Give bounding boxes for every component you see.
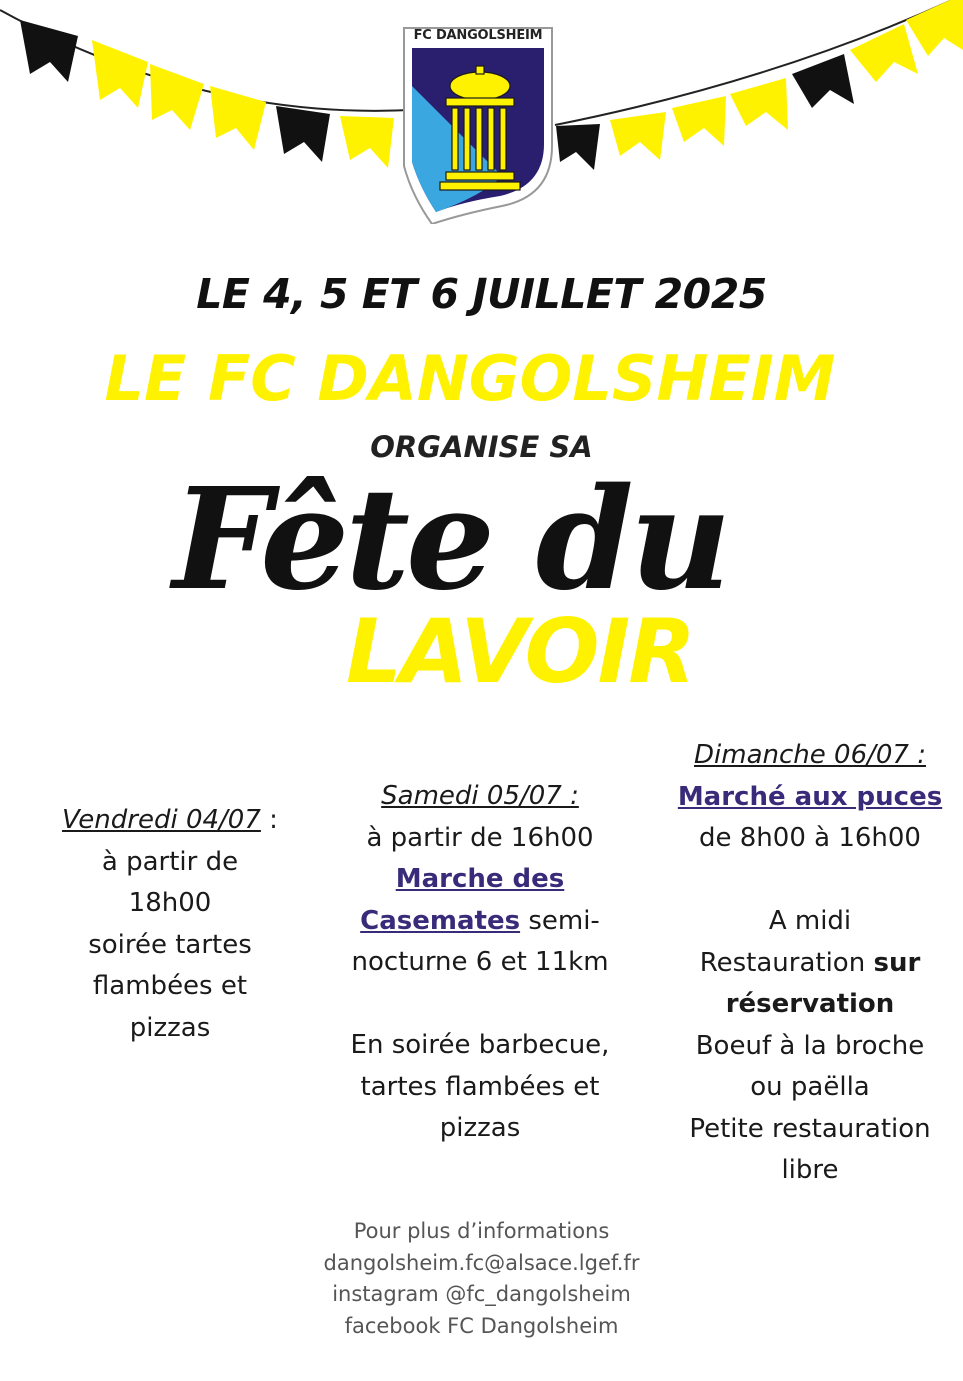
flag-yellow <box>92 40 148 108</box>
flag-yellow <box>210 86 266 150</box>
friday-line: 18h00 <box>128 888 212 918</box>
crest-shield-icon <box>402 26 554 224</box>
footer-email[interactable]: dangolsheim.fc@alsace.lgef.fr <box>323 1250 640 1275</box>
flag-yellow <box>340 116 394 168</box>
sunday-line: libre <box>781 1155 839 1185</box>
footer-instagram[interactable]: instagram @fc_dangolsheim <box>332 1282 631 1306</box>
saturday-evening: En soirée barbecue, <box>350 1030 610 1060</box>
saturday-evening: tartes flambées et <box>360 1071 600 1102</box>
club-name: LE FC DANGOLSHEIM <box>104 342 836 415</box>
footer-info: Pour plus d’informations <box>353 1219 610 1243</box>
saturday-line: nocturne 6 et 11km <box>351 947 609 977</box>
casemates-link[interactable]: Casemates <box>360 905 521 936</box>
flag-black <box>792 54 854 108</box>
friday-line: pizzas <box>129 1012 211 1043</box>
flag-black <box>20 20 78 82</box>
footer-facebook[interactable]: facebook FC Dangolsheim <box>344 1313 619 1338</box>
event-dates: LE 4, 5 ET 6 JUILLET 2025 <box>196 270 767 318</box>
friday-line: flambées et <box>92 971 248 1001</box>
flag-yellow <box>906 0 963 56</box>
sunday-line: Boeuf à la broche <box>695 1030 925 1061</box>
flag-yellow <box>850 24 918 82</box>
flea-market-link[interactable]: Marché aux puces <box>677 781 943 812</box>
sunday-day: Dimanche 06/07 : <box>694 740 926 770</box>
event-title: Fête du <box>172 458 728 622</box>
sunday-line: Petite restauration <box>689 1113 931 1144</box>
sunday-line: ou paëlla <box>750 1072 870 1102</box>
club-crest <box>402 26 554 224</box>
flag-black <box>276 106 330 162</box>
saturday-day: Samedi 05/07 : <box>381 781 579 811</box>
sunday-reservation: réservation <box>725 989 895 1019</box>
contact-footer <box>0 1216 963 1342</box>
sunday-line: de 8h00 à 16h00 <box>699 823 921 853</box>
saturday-schedule: Samedi 05/07 : à partir de 16h00 Marche des Casemates semi- nocturne 6 et 11km En soirée barbecue, tartes flambées et pizzas <box>320 776 640 1150</box>
friday-heading: Vendredi 04/07 : <box>62 805 278 835</box>
friday-line: à partir de <box>101 846 239 877</box>
crest-title: FC DANGOLSHEIM <box>413 28 543 43</box>
flag-yellow <box>150 64 204 130</box>
flag-yellow <box>730 78 788 130</box>
casemates-link[interactable]: Marche des <box>395 864 565 894</box>
sunday-line: A midi <box>768 906 852 936</box>
event-subtitle: LAVOIR <box>345 600 695 703</box>
sunday-schedule <box>660 735 960 1192</box>
saturday-evening: pizzas <box>439 1113 521 1143</box>
friday-day: Vendredi 04/07 <box>62 805 261 835</box>
flag-yellow <box>610 112 666 160</box>
friday-schedule <box>40 800 300 1049</box>
flag-black <box>556 124 600 170</box>
friday-line: soirée tartes <box>88 929 252 960</box>
organise-text: ORGANISE SA <box>370 430 593 464</box>
flag-yellow <box>672 96 726 146</box>
sunday-resto: Restauration sur <box>699 947 921 978</box>
saturday-time: à partir de 16h00 <box>366 822 594 853</box>
